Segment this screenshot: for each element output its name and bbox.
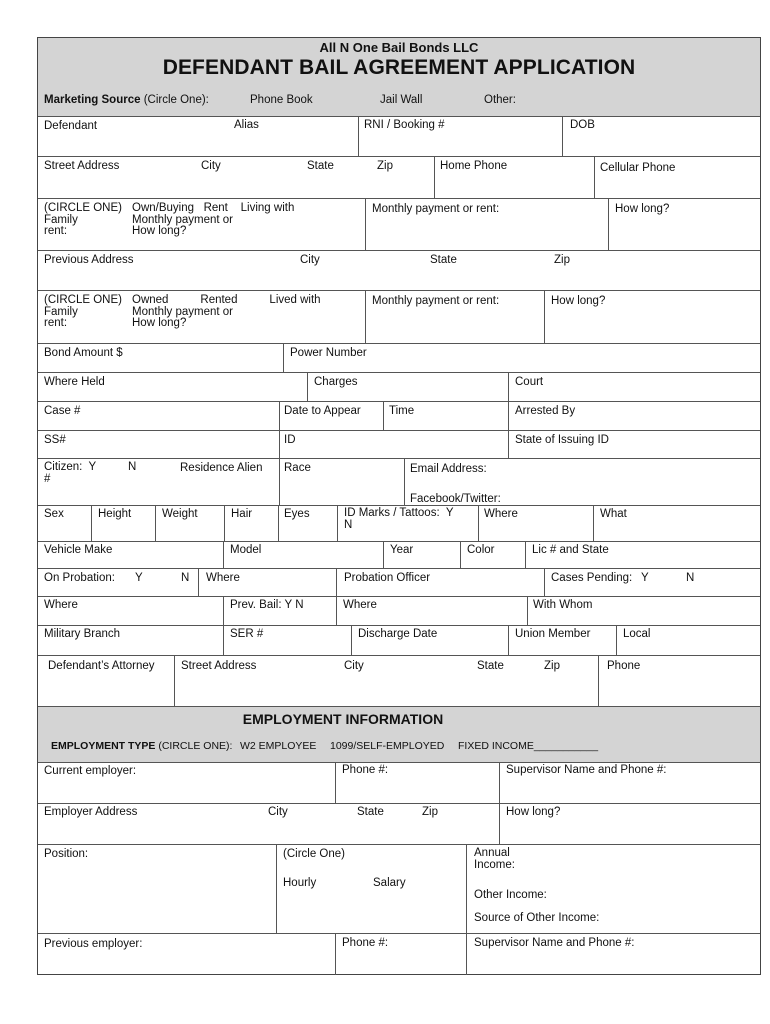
marketing-option-other[interactable]: Other: (484, 94, 516, 106)
previous-employer-field[interactable]: Previous employer: (44, 938, 143, 950)
union-member-field[interactable]: Union Member (515, 628, 591, 640)
pay-type-hourly-option[interactable]: Hourly (283, 877, 317, 889)
probation-where-field[interactable]: Where (206, 572, 240, 584)
zip-field[interactable]: Zip (377, 160, 393, 172)
cases-pending-label: Cases Pending: (551, 572, 633, 584)
marketing-option-jail-wall[interactable]: Jail Wall (380, 94, 423, 106)
cases-pending-no-option[interactable]: N (686, 572, 695, 584)
tattoo-what-field[interactable]: What (600, 508, 627, 520)
residence-circle-one-label: (CIRCLE ONE) Family rent: (44, 202, 122, 237)
employer-address-field[interactable]: Employer Address (44, 806, 138, 818)
previous-state-field[interactable]: State (430, 254, 457, 266)
height-field[interactable]: Height (98, 508, 132, 520)
ssn-field[interactable]: SS# (44, 434, 66, 446)
monthly-payment-field[interactable]: Monthly payment or rent: (372, 203, 500, 215)
defendants-attorney-field[interactable]: Defendant’s Attorney (48, 660, 155, 672)
bail-agreement-form (37, 37, 761, 975)
employment-type-label: EMPLOYMENT TYPE (CIRCLE ONE): (51, 740, 233, 752)
where-held-field[interactable]: Where Held (44, 376, 105, 388)
charges-field[interactable]: Charges (314, 376, 358, 388)
position-field[interactable]: Position: (44, 848, 89, 860)
vehicle-color-field[interactable]: Color (467, 544, 495, 556)
previous-employer-phone-field[interactable]: Phone #: (342, 937, 389, 949)
previous-city-field[interactable]: City (300, 254, 320, 266)
how-long-field[interactable]: How long? (615, 203, 670, 215)
state-of-issuing-id-field[interactable]: State of Issuing ID (515, 434, 609, 446)
arrested-by-field[interactable]: Arrested By (515, 405, 576, 417)
supervisor-name-phone-field[interactable]: Supervisor Name and Phone #: (506, 764, 667, 776)
cellular-phone-field[interactable]: Cellular Phone (600, 162, 676, 174)
probation-yes-option[interactable]: Y (135, 572, 143, 584)
rni-booking-field[interactable]: RNI / Booking # (364, 119, 445, 131)
company-name: All N One Bail Bonds LLC (319, 40, 479, 55)
probation-officer-field[interactable]: Probation Officer (344, 572, 431, 584)
current-employer-field[interactable]: Current employer: (44, 765, 137, 777)
race-field[interactable]: Race (284, 462, 311, 474)
local-field[interactable]: Local (623, 628, 651, 640)
ser-number-field[interactable]: SER # (230, 628, 264, 640)
on-probation-label: On Probation: (44, 572, 115, 584)
city-field[interactable]: City (201, 160, 221, 172)
marketing-source-label: Marketing Source (Circle One): (44, 94, 209, 106)
citizen-options[interactable]: Citizen: Y N # (44, 461, 137, 485)
dob-field[interactable]: DOB (570, 119, 595, 131)
other-income-field[interactable]: Other Income: (474, 889, 547, 901)
vehicle-year-field[interactable]: Year (390, 544, 414, 556)
pay-type-salary-option[interactable]: Salary (373, 877, 406, 889)
residence-alien-field[interactable]: Residence Alien (180, 462, 263, 474)
vehicle-make-field[interactable]: Vehicle Make (44, 544, 113, 556)
power-number-field[interactable]: Power Number (290, 347, 367, 359)
probation-no-option[interactable]: N (181, 572, 190, 584)
eyes-field[interactable]: Eyes (284, 508, 310, 520)
marketing-option-phone-book[interactable]: Phone Book (250, 94, 313, 106)
attorney-state-field[interactable]: State (477, 660, 504, 672)
bond-amount-field[interactable]: Bond Amount $ (44, 347, 123, 359)
where-field[interactable]: Where (44, 599, 78, 611)
attorney-zip-field[interactable]: Zip (544, 660, 560, 672)
sex-field[interactable]: Sex (44, 508, 64, 520)
employment-how-long-field[interactable]: How long? (506, 806, 561, 818)
license-state-field[interactable]: Lic # and State (532, 544, 609, 556)
id-field[interactable]: ID (284, 434, 296, 446)
home-phone-field[interactable]: Home Phone (440, 160, 508, 172)
with-whom-field[interactable]: With Whom (533, 599, 593, 611)
employer-zip-field[interactable]: Zip (422, 806, 438, 818)
hair-field[interactable]: Hair (231, 508, 253, 520)
email-address-field[interactable]: Email Address: (410, 463, 487, 475)
defendant-field[interactable]: Defendant (44, 120, 98, 132)
alias-field[interactable]: Alias (234, 119, 259, 131)
pay-type-circle-one-label: (Circle One) (283, 848, 345, 860)
tattoo-where-field[interactable]: Where (484, 508, 518, 520)
employer-state-field[interactable]: State (357, 806, 384, 818)
prev-residence-circle-one-label: (CIRCLE ONE) Family rent: (44, 294, 122, 329)
form-title: DEFENDANT BAIL AGREEMENT APPLICATION (162, 56, 636, 79)
prev-monthly-payment-field[interactable]: Monthly payment or rent: (372, 295, 500, 307)
employment-section-title: EMPLOYMENT INFORMATION (242, 711, 444, 727)
employment-option-fixed-income[interactable]: FIXED INCOME___________ (458, 740, 599, 752)
employer-phone-field[interactable]: Phone #: (342, 764, 389, 776)
facebook-twitter-field[interactable]: Facebook/Twitter: (410, 493, 501, 505)
previous-zip-field[interactable]: Zip (554, 254, 570, 266)
time-field[interactable]: Time (389, 405, 415, 417)
cases-pending-yes-option[interactable]: Y (641, 572, 649, 584)
prev-how-long-field[interactable]: How long? (551, 295, 606, 307)
date-to-appear-field[interactable]: Date to Appear (284, 405, 361, 417)
military-branch-field[interactable]: Military Branch (44, 628, 121, 640)
previous-bail-where-field[interactable]: Where (343, 599, 377, 611)
prev-residence-type-options[interactable]: Owned Rented Lived with Monthly payment or How long? (132, 294, 321, 329)
attorney-street-address-field[interactable]: Street Address (181, 660, 257, 672)
street-address-field[interactable]: Street Address (44, 160, 120, 172)
attorney-city-field[interactable]: City (344, 660, 364, 672)
state-field[interactable]: State (307, 160, 334, 172)
weight-field[interactable]: Weight (162, 508, 198, 520)
employment-option-1099[interactable]: 1099/SELF-EMPLOYED (330, 740, 445, 752)
vehicle-model-field[interactable]: Model (230, 544, 262, 556)
previous-address-field[interactable]: Previous Address (44, 254, 134, 266)
employer-city-field[interactable]: City (268, 806, 288, 818)
court-field[interactable]: Court (515, 376, 544, 388)
previous-supervisor-name-phone-field[interactable]: Supervisor Name and Phone #: (474, 937, 635, 949)
previous-bail-options[interactable]: Prev. Bail: Y N (230, 599, 304, 611)
id-marks-tattoos-options[interactable]: ID Marks / Tattoos: Y N (344, 507, 454, 531)
case-number-field[interactable]: Case # (44, 405, 81, 417)
source-of-other-income-field[interactable]: Source of Other Income: (474, 912, 600, 924)
attorney-phone-field[interactable]: Phone (607, 660, 641, 672)
employment-option-w2[interactable]: W2 EMPLOYEE (240, 740, 317, 752)
annual-income-field[interactable]: Annual Income: (474, 847, 515, 871)
residence-type-options[interactable]: Own/Buying Rent Living with Monthly payment or How long? (132, 202, 295, 237)
discharge-date-field[interactable]: Discharge Date (358, 628, 438, 640)
